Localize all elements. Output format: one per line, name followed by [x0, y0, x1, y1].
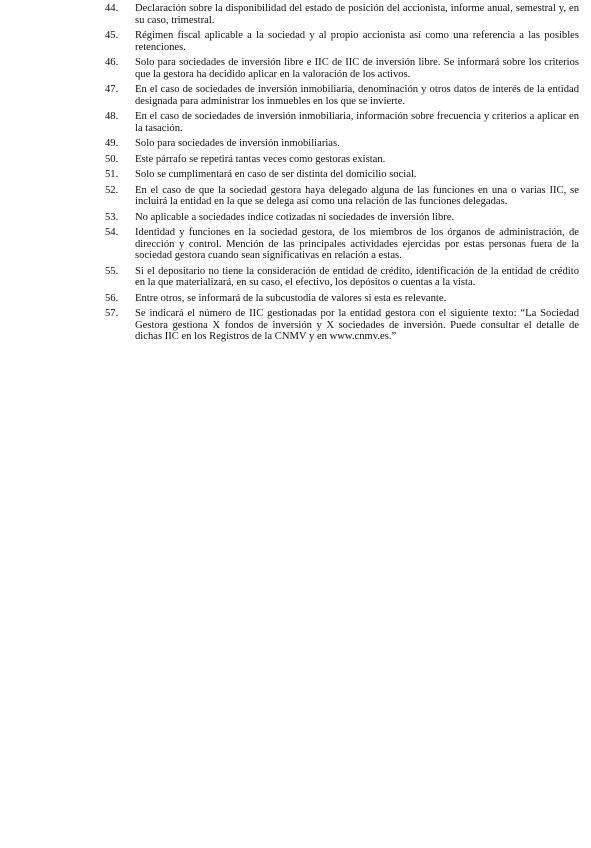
footnote-item — [105, 111, 579, 134]
footnote-number: 48. — [105, 111, 119, 122]
footnote-item — [105, 227, 579, 262]
footnote-text: Declaración sobre la disponibilidad del estado de posición del accionista, informe anual, semestral y, en su caso, trimestral. — [135, 3, 579, 26]
footnote-item — [105, 185, 579, 208]
footnote-item — [105, 212, 579, 224]
footnote-number: 45. — [105, 30, 119, 41]
footnote-text: Identidad y funciones en la sociedad gestora, de los miembros de los órganos de administración, de dirección y control. Mención de las principales actividades ejercidas por estas personas fuera de la sociedad gestora cuando sean significativas en relación a estas. — [135, 227, 579, 261]
footnote-number: 51. — [105, 169, 119, 180]
footnote-text: En el caso de sociedades de inversión inmobiliaria, información sobre frecuencia y criterios a aplicar en la tasación. — [135, 111, 579, 134]
footnote-number: 49. — [105, 138, 119, 149]
footnote-text: Entre otros, se informará de la subcustodia de valores si esta es relevante. — [135, 292, 447, 304]
footnote-number: 52. — [105, 184, 119, 196]
footnote-item — [105, 293, 579, 305]
footnote-text: En el caso de sociedades de inversión inmobiliaria, denominación y otros datos de interés de la entidad designada para administrar los inmuebles en los que se invierte. — [135, 84, 579, 107]
footnote-text: Solo se cumplimentará en caso de ser distinta del domicilio social. — [135, 169, 417, 180]
footnote-item — [105, 84, 579, 107]
footnote-text: No aplicable a sociedades índice cotizadas ni sociedades de inversión libre. — [135, 211, 455, 223]
footnote-text: Si el depositario no tiene la consideración de entidad de crédito, identificación de la entidad de crédito en la que materializará, en su caso, el efectivo, los depósitos o cuentas a la vista. — [135, 265, 579, 288]
footnote-item — [105, 308, 579, 343]
footnote-text: Régimen fiscal aplicable a la sociedad y al propio accionista así como una referencia a las posibles retenciones. — [135, 30, 579, 53]
footnote-number: 56. — [105, 292, 119, 304]
footnote-number: 50. — [105, 153, 119, 165]
footnote-text: Se indicará el número de IIC gestionadas por la entidad gestora con el siguiente texto: “La Sociedad Gestora gestiona X fondos de inversión y X sociedades de inversión. Puede consultar el detalle de dichas IIC en los Registros de la CNMV y en www.cnmv.es.” — [135, 308, 579, 342]
footnote-number: 53. — [105, 211, 119, 223]
footnote-item — [105, 169, 579, 181]
footnote-item — [105, 57, 579, 80]
footnote-number: 46. — [105, 57, 119, 68]
footnote-number: 55. — [105, 265, 119, 277]
footnote-number: 57. — [105, 308, 119, 319]
footnote-text: Solo para sociedades de inversión libre e IIC de IIC de inversión libre. Se informará sobre los criterios que la gestora ha decidido aplicar en la valoración de los activos. — [135, 57, 579, 80]
footnote-item — [105, 30, 579, 53]
footnote-text: Este párrafo se repetirá tantas veces como gestoras existan. — [135, 153, 386, 165]
footnote-item — [105, 3, 579, 26]
footnote-text: En el caso de que la sociedad gestora haya delegado alguna de las funciones en una o varias IIC, se incluirá la entidad en la que se delega así como una relación de las funciones delegadas. — [135, 184, 579, 207]
footnote-item — [105, 266, 579, 289]
footnote-number: 54. — [105, 227, 119, 238]
footnotes-list — [105, 3, 579, 347]
footnote-text: Solo para sociedades de inversión inmobiliarias. — [135, 138, 340, 149]
footnote-number: 47. — [105, 84, 119, 95]
footnote-item — [105, 138, 579, 150]
footnote-item — [105, 154, 579, 166]
footnote-number: 44. — [105, 3, 119, 14]
